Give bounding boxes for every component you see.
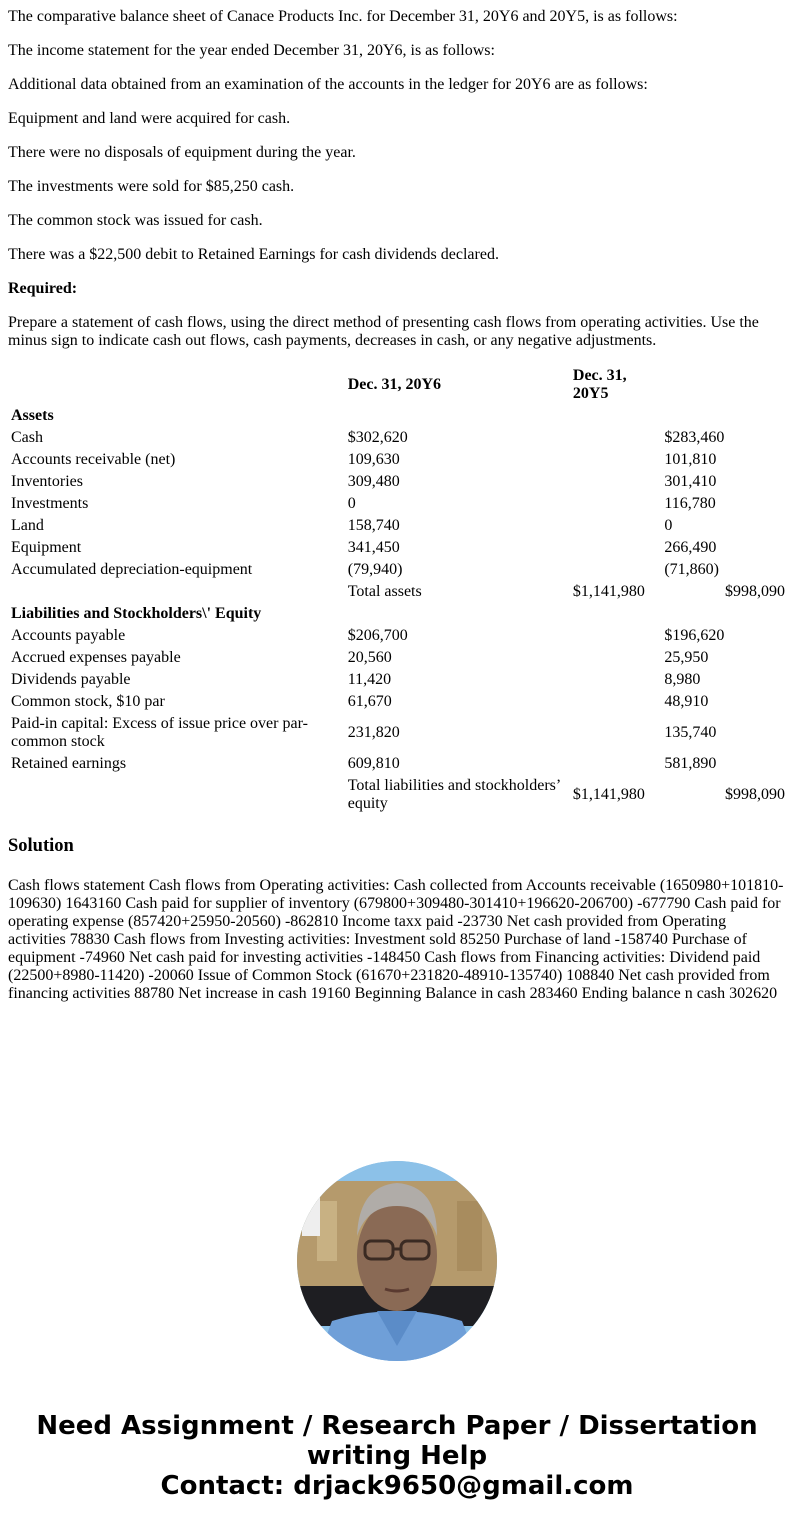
intro-paragraph: The investments were sold for $85,250 cash.	[8, 178, 295, 195]
total-assets-row	[10, 582, 786, 602]
document-body	[0, 8, 794, 1003]
table-row: Common stock, $10 par 61,670 48,910	[11, 693, 709, 710]
total-assets-label: Total assets	[347, 583, 422, 600]
section-row-liabilities	[10, 604, 786, 624]
section-label-assets: Assets	[11, 407, 54, 424]
total-liabilities-y6: $1,141,980	[572, 786, 645, 803]
required-label: Required:	[8, 280, 78, 297]
solution-text: Cash flows statement Cash flows from Operating activities: Cash collected from Accounts receivable (1650980+101810-109630) 1643160 Cash paid for supplier of inventory (679800+309480-301410+196620-206700) -677790 Cash paid for operating expense (857420+25950-20560) -862810 Income taxx paid -23730 Net cash provided from Operating activities 78830 Cash flows from Investing activities: Investment sold 85250 Purchase of land -158740 Purchase of equipment -74960 Net cash paid for investing activities -148450 Cash flows from Financing activities: Dividend paid (22500+8980-11420) -20060 Issue of Common Stock (61670+231820-48910-135740) 108840 Net cash provided from financing activities 88780 Net increase in cash 19160 Beginning Balance in cash 283460 Ending balance n cash 302620	[8, 877, 784, 1002]
total-liabilities-y5: $998,090	[725, 786, 785, 803]
table-row: Paid-in capital: Excess of issue price over par-common stock 231,820 135,740	[11, 715, 717, 750]
intro-paragraph: Additional data obtained from an examination of the accounts in the ledger for 20Y6 are as follows:	[8, 76, 648, 93]
header-dec-20y5: Dec. 31, 20Y5	[572, 367, 627, 402]
table-row: Accounts receivable (net) 109,630 101,810	[11, 451, 717, 468]
table-row: Accumulated depreciation-equipment (79,940) (71,860)	[11, 561, 719, 578]
table-header-row	[10, 366, 786, 404]
total-liabilities-label: Total liabilities and stockholders’ equity	[347, 777, 561, 812]
table-row: Cash $302,620 $283,460	[11, 429, 725, 446]
table-row: Retained earnings 609,810 581,890	[11, 755, 717, 772]
promo-banner	[0, 1411, 794, 1501]
intro-paragraph: The income statement for the year ended December 31, 20Y6, is as follows:	[8, 42, 495, 59]
balance-sheet-table	[8, 364, 788, 816]
intro-paragraph: There was a $22,500 debit to Retained Earnings for cash dividends declared.	[8, 246, 499, 263]
table-row: Accounts payable $206,700 $196,620	[11, 627, 725, 644]
promo-contact: Contact: drjack9650@gmail.com	[160, 1471, 634, 1501]
intro-paragraph: The comparative balance sheet of Canace Products Inc. for December 31, 20Y6 and 20Y5, is as follows:	[8, 8, 678, 25]
table-row: Equipment 341,450 266,490	[11, 539, 717, 556]
header-dec-20y6: Dec. 31, 20Y6	[347, 376, 442, 393]
promo-line-1: Need Assignment / Research Paper / Dissertation	[36, 1411, 758, 1441]
total-assets-y5: $998,090	[725, 583, 785, 600]
solution-heading: Solution	[8, 836, 74, 856]
intro-paragraph: The common stock was issued for cash.	[8, 212, 263, 229]
total-liabilities-row	[10, 776, 786, 814]
author-photo-icon	[297, 1161, 497, 1361]
table-row: Investments 0 116,780	[11, 495, 716, 512]
table-row: Accrued expenses payable 20,560 25,950	[11, 649, 709, 666]
header-blank	[10, 366, 345, 404]
section-label-liabilities: Liabilities and Stockholders\' Equity	[11, 605, 262, 622]
required-text: Prepare a statement of cash flows, using the direct method of presenting cash flows from operating activities. Use the minus sign to indicate cash out flows, cash payments, decreases in cash, or any negative adjustments.	[8, 314, 759, 349]
table-row: Land 158,740 0	[11, 517, 673, 534]
table-row: Inventories 309,480 301,410	[11, 473, 717, 490]
promo-line-2: writing Help	[306, 1441, 488, 1471]
intro-paragraph: Equipment and land were acquired for cash.	[8, 110, 291, 127]
table-row: Dividends payable 11,420 8,980	[11, 671, 701, 688]
avatar	[297, 1161, 497, 1361]
total-assets-y6: $1,141,980	[572, 583, 645, 600]
intro-paragraph: There were no disposals of equipment during the year.	[8, 144, 356, 161]
section-row-assets	[10, 406, 786, 426]
